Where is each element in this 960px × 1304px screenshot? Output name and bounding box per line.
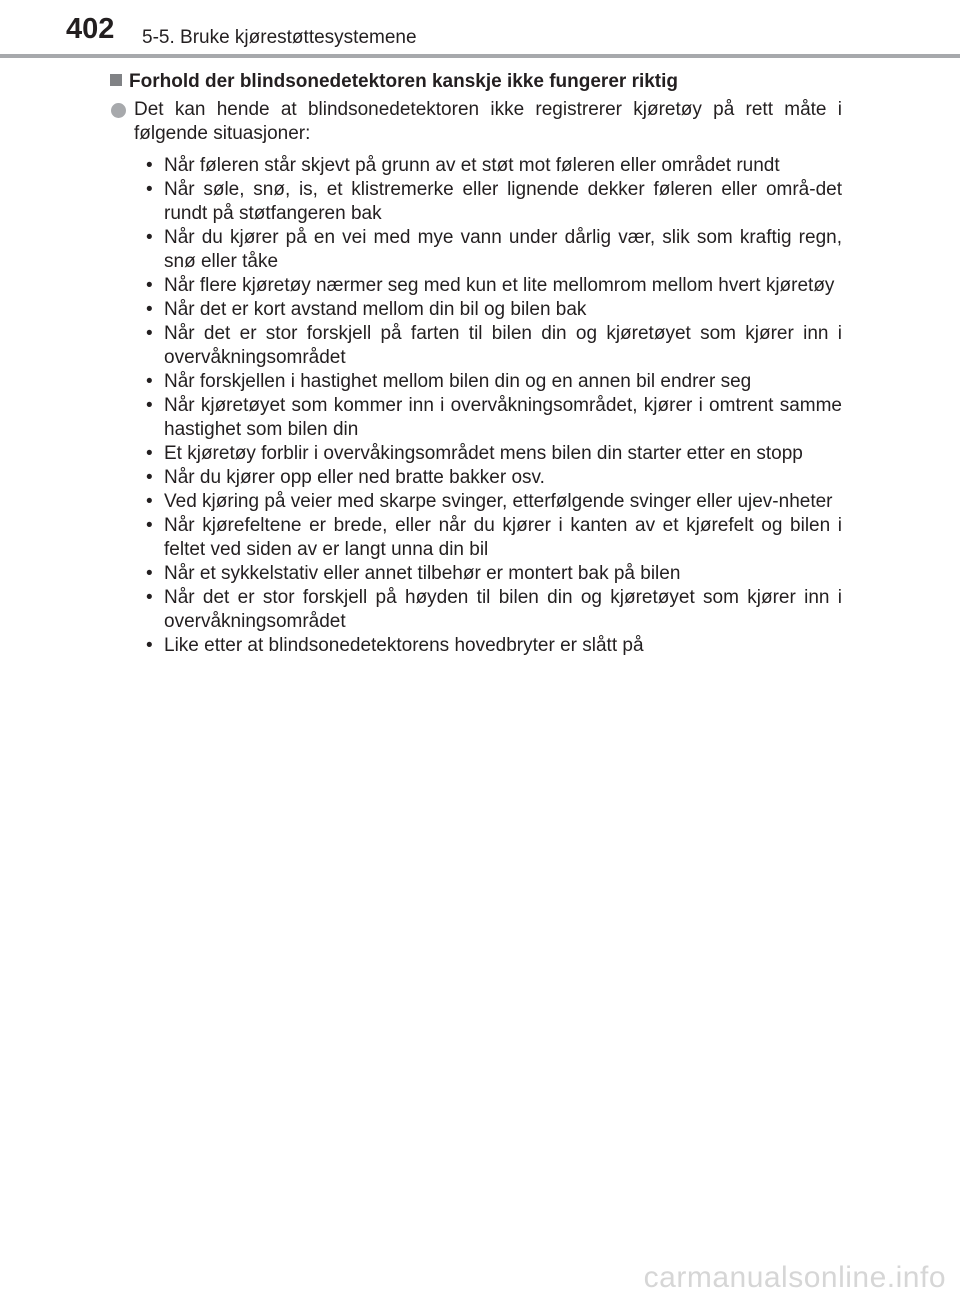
list-item: [146, 226, 842, 274]
bullet-icon: •: [146, 587, 153, 608]
bullet-icon: •: [146, 371, 153, 392]
list-item: [146, 442, 842, 466]
bullet-icon: •: [146, 635, 153, 656]
bullet-icon: •: [146, 491, 153, 512]
intro-text: Det kan hende at blindsonedetektoren ikke registrerer kjøretøy på rett måte i følgende situasjoner:: [134, 99, 842, 144]
bullet-icon: •: [146, 155, 153, 176]
bullet-icon: •: [146, 395, 153, 416]
bullet-icon: •: [146, 515, 153, 536]
list-item: [146, 178, 842, 226]
list-item: [146, 562, 842, 586]
list-item-text: Når forskjellen i hastighet mellom bilen din og en annen bil endrer seg: [164, 371, 752, 392]
chapter-title: 5-5. Bruke kjørestøttesystemene: [142, 27, 417, 48]
list-item-text: Når det er kort avstand mellom din bil og bilen bak: [164, 299, 587, 320]
list-item-text: Når det er stor forskjell på høyden til bilen din og kjøretøyet som kjører inn i overvåkningsområdet: [164, 587, 842, 632]
list-item-text: Når søle, snø, is, et klistremerke eller lignende dekker føleren eller områ-det rundt på støtfangeren bak: [164, 179, 842, 224]
list-item-text: Når du kjører på en vei med mye vann under dårlig vær, slik som kraftig regn, snø eller tåke: [164, 227, 842, 272]
list-item-text: Når flere kjøretøy nærmer seg med kun et lite mellomrom mellom hvert kjøretøy: [164, 275, 835, 296]
list-item-text: Når det er stor forskjell på farten til bilen din og kjøretøyet som kjører inn i overvåkningsområdet: [164, 323, 842, 368]
list-item-text: Når føleren står skjevt på grunn av et støt mot føleren eller området rundt: [164, 155, 780, 176]
list-item: [146, 394, 842, 442]
intro-paragraph: [134, 98, 842, 146]
list-item-text: Når kjørefeltene er brede, eller når du kjører i kanten av et kjørefelt og bilen i feltet ved siden av er langt unna din bil: [164, 515, 842, 560]
list-item-text: Når du kjører opp eller ned bratte bakker osv.: [164, 467, 545, 488]
header-divider: [0, 54, 960, 58]
list-item: [146, 322, 842, 370]
section-heading: [110, 70, 870, 94]
bullet-icon: •: [146, 323, 153, 344]
bullet-icon: •: [146, 299, 153, 320]
watermark: carmanualsonline.info: [643, 1261, 946, 1294]
square-icon: [110, 74, 122, 86]
list-item-text: Ved kjøring på veier med skarpe svinger, etterfølgende svinger eller ujev-nheter: [164, 491, 833, 512]
bullet-icon: •: [146, 275, 153, 296]
list-item-text: Et kjøretøy forblir i overvåkingsområdet mens bilen din starter etter en stopp: [164, 443, 803, 464]
page-number: 402: [66, 13, 115, 45]
list-item: [146, 154, 842, 178]
list-item: [146, 586, 842, 634]
list-item: [146, 490, 842, 514]
list-item: [146, 274, 842, 298]
section-heading-text: Forhold der blindsonedetektoren kanskje ikke fungerer riktig: [129, 71, 679, 92]
circle-icon: [111, 103, 126, 118]
page-header: [0, 0, 960, 56]
bullet-icon: •: [146, 227, 153, 248]
list-item: [146, 514, 842, 562]
list-item-text: Like etter at blindsonedetektorens hovedbryter er slått på: [164, 635, 644, 656]
bullet-icon: •: [146, 563, 153, 584]
list-item: [146, 370, 842, 394]
list-item: [146, 298, 842, 322]
bullet-icon: •: [146, 179, 153, 200]
list-item-text: Når et sykkelstativ eller annet tilbehør er montert bak på bilen: [164, 563, 681, 584]
list-item-text: Når kjøretøyet som kommer inn i overvåkningsområdet, kjører i omtrent samme hastighet som bilen din: [164, 395, 842, 440]
list-item: [146, 466, 842, 490]
bullet-icon: •: [146, 443, 153, 464]
list-item: [146, 634, 842, 658]
bullet-icon: •: [146, 467, 153, 488]
situation-list: [146, 154, 842, 658]
